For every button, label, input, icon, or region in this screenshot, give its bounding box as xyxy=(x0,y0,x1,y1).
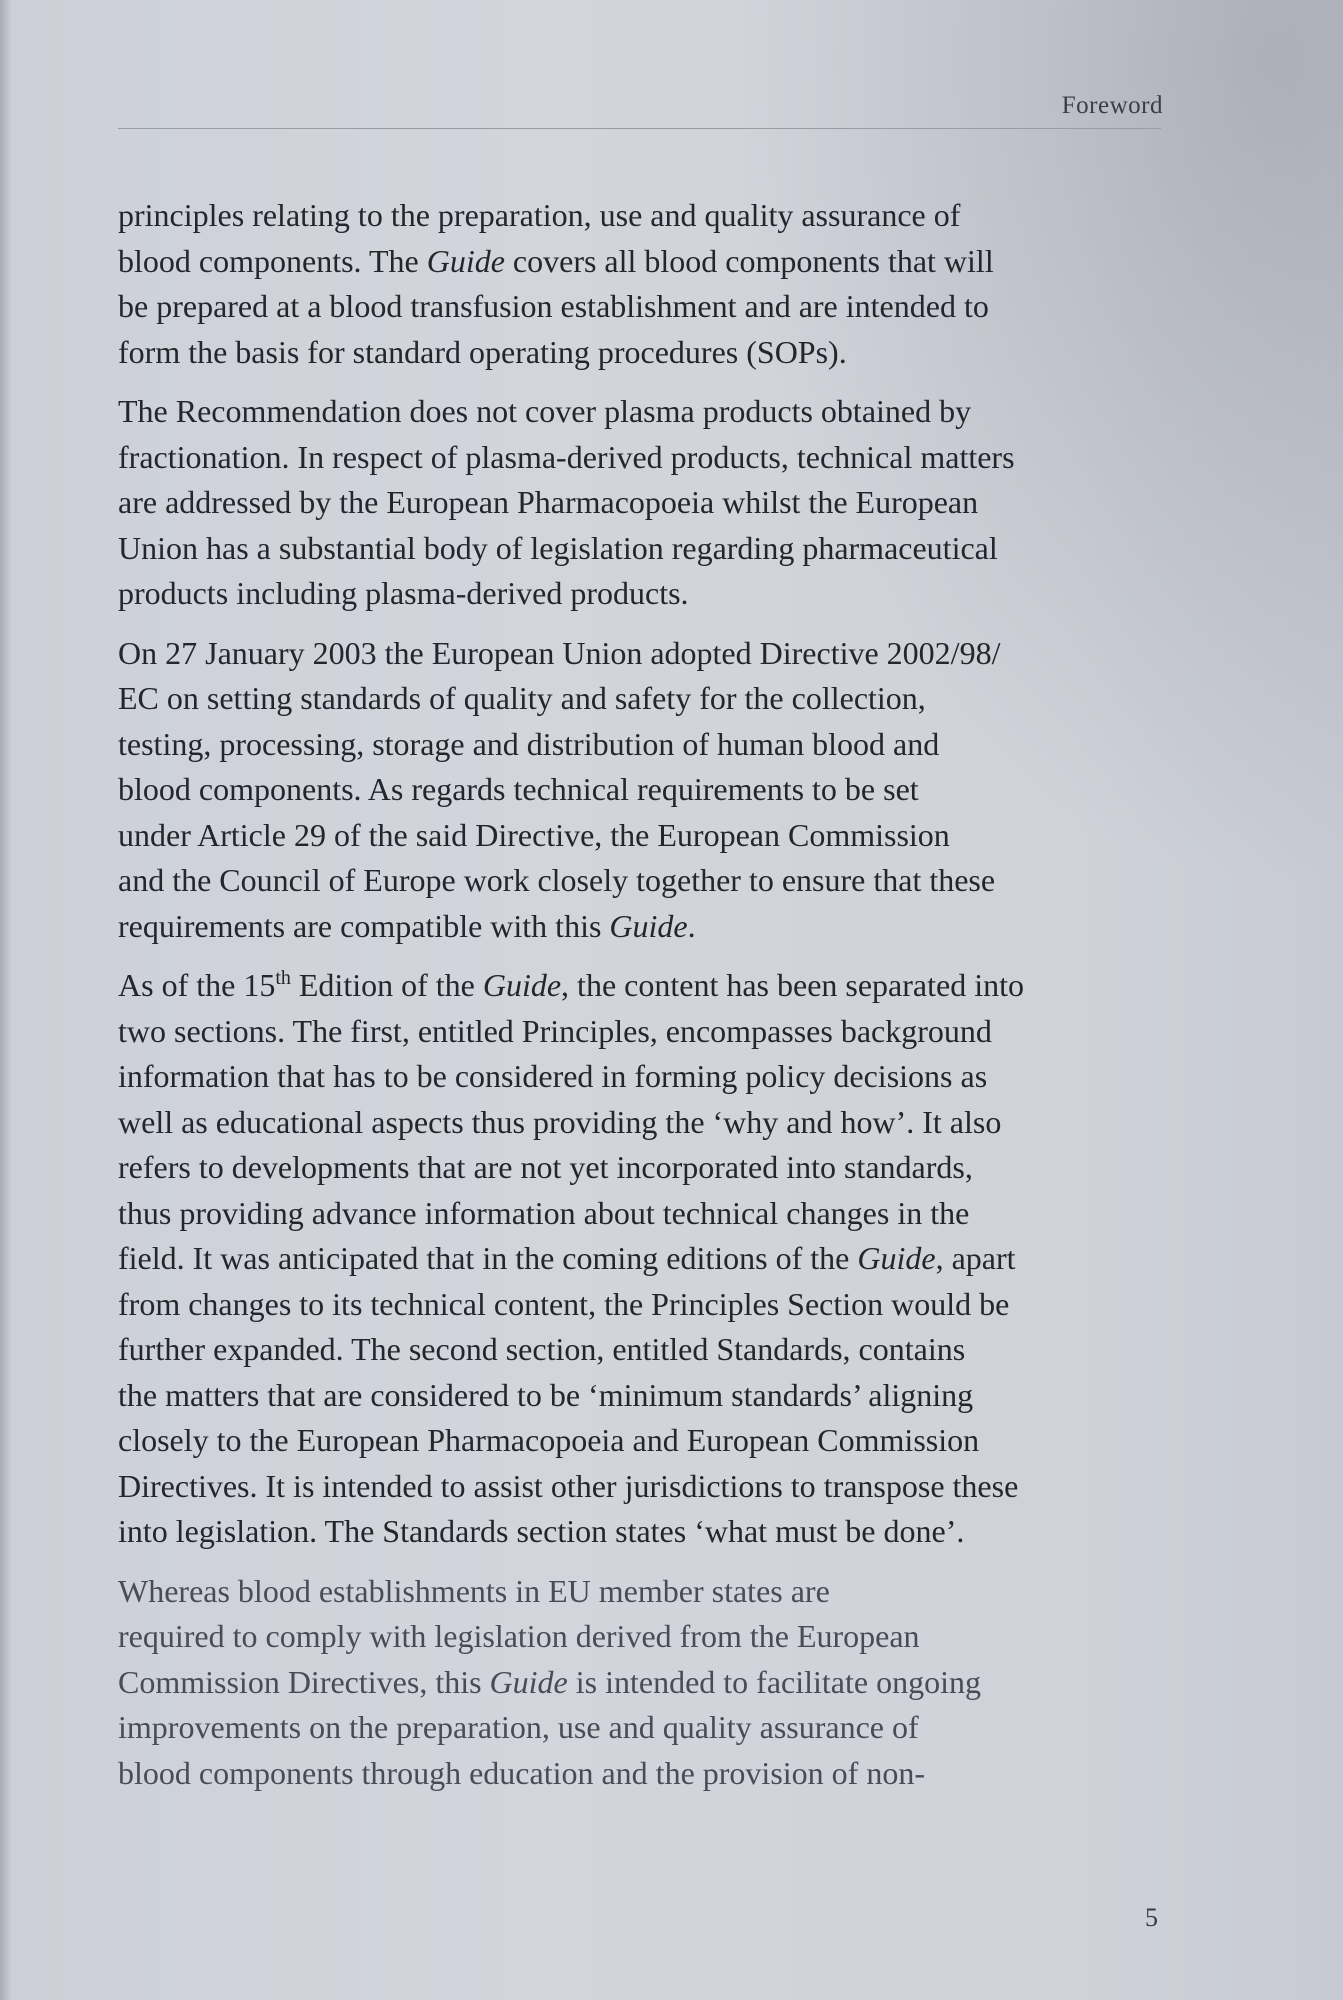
running-head: Foreword xyxy=(1061,92,1163,119)
text-run: blood components through education and the provision of non- xyxy=(118,1754,925,1791)
text-run: closely to the European Pharmacopoeia and European Commission xyxy=(118,1422,980,1458)
paragraph-3 xyxy=(118,631,1178,950)
text-line xyxy=(118,1236,1178,1282)
text-line xyxy=(118,1054,1178,1100)
text-run: required to comply with legislation derived from the European xyxy=(118,1618,920,1654)
italic-text: Guide xyxy=(426,242,505,279)
text-line xyxy=(118,1614,1178,1660)
text-run: form the basis for standard operating procedures (SOPs). xyxy=(118,333,847,370)
text-run: requirements are compatible with this xyxy=(118,907,610,944)
italic-text: Guide xyxy=(857,1240,936,1276)
text-run: refers to developments that are not yet incorporated into standards, xyxy=(118,1149,973,1185)
text-line xyxy=(118,1282,1178,1328)
text-line xyxy=(118,767,1178,813)
paragraph-1 xyxy=(118,193,1178,375)
text-run: blood components. The xyxy=(118,242,427,279)
text-run: Commission Directives, this xyxy=(118,1663,490,1700)
paragraph-2 xyxy=(118,389,1178,617)
text-run: As of the 15 xyxy=(118,967,276,1003)
text-line xyxy=(118,193,1178,239)
text-line xyxy=(118,1464,1178,1510)
header-rule xyxy=(118,128,1161,129)
page-number: 5 xyxy=(1145,1903,1158,1932)
text-run: The Recommendation does not cover plasma products obtained by xyxy=(118,393,972,429)
text-line xyxy=(118,389,1178,435)
superscript-text: th xyxy=(275,967,291,989)
text-run: and the Council of Europe work closely together to ensure that these xyxy=(118,862,996,898)
text-run: Union has a substantial body of legislation regarding pharmaceutical xyxy=(118,529,998,566)
text-line xyxy=(118,571,1178,617)
text-line xyxy=(118,435,1178,481)
text-run: information that has to be considered in forming policy decisions as xyxy=(118,1058,988,1094)
text-run: Edition of the xyxy=(290,967,483,1003)
text-run: , apart xyxy=(935,1240,1016,1276)
text-line xyxy=(118,676,1178,722)
text-line xyxy=(118,1418,1178,1464)
text-run: . xyxy=(687,907,696,944)
text-line xyxy=(118,1009,1178,1055)
text-line xyxy=(118,239,1178,285)
text-line xyxy=(118,284,1178,330)
text-line xyxy=(118,526,1178,572)
text-run: blood components. As regards technical requirements to be set xyxy=(118,771,919,807)
page-binding-shadow xyxy=(0,0,12,2000)
text-run: from changes to its technical content, the Principles Section would be xyxy=(118,1285,1010,1322)
text-line xyxy=(118,963,1178,1009)
text-line xyxy=(118,1705,1178,1751)
italic-text: Guide xyxy=(482,967,562,1003)
text-run: testing, processing, storage and distribution of human blood and xyxy=(118,725,940,762)
text-line xyxy=(118,1373,1178,1419)
text-line xyxy=(118,1751,1178,1797)
text-line xyxy=(118,1191,1178,1237)
text-run: fractionation. In respect of plasma-derived products, technical matters xyxy=(118,438,1015,475)
body-text xyxy=(118,193,1178,1810)
text-run: are addressed by the European Pharmacopoeia whilst the European xyxy=(118,484,979,520)
text-run: improvements on the preparation, use and quality assurance of xyxy=(118,1709,919,1745)
text-line xyxy=(118,1660,1178,1706)
text-run: principles relating to the preparation, use and quality assurance of xyxy=(118,197,961,233)
italic-text: Guide xyxy=(489,1663,568,1700)
text-run: EC on setting standards of quality and safety for the collection, xyxy=(118,680,926,716)
text-line xyxy=(118,1327,1178,1373)
text-line xyxy=(118,631,1178,677)
text-run: the matters that are considered to be ‘minimum standards’ aligning xyxy=(118,1376,974,1413)
text-run: into legislation. The Standards section states ‘what must be done’. xyxy=(118,1513,965,1549)
text-run: field. It was anticipated that in the coming editions of the xyxy=(118,1240,858,1276)
text-line xyxy=(118,1145,1178,1191)
paragraph-4 xyxy=(118,963,1178,1555)
text-run: Directives. It is intended to assist other jurisdictions to transpose these xyxy=(118,1467,1019,1504)
text-run: thus providing advance information about technical changes in the xyxy=(118,1194,970,1231)
text-run: two sections. The first, entitled Principles, encompasses background xyxy=(118,1012,992,1049)
text-line xyxy=(118,722,1178,768)
text-line xyxy=(118,904,1178,950)
text-run: under Article 29 of the said Directive, the European Commission xyxy=(118,816,950,853)
text-run: Whereas blood establishments in EU member states are xyxy=(118,1572,830,1609)
text-line xyxy=(118,813,1178,859)
text-line xyxy=(118,1509,1178,1555)
text-line xyxy=(118,1569,1178,1615)
text-run: further expanded. The second section, entitled Standards, contains xyxy=(118,1331,966,1367)
text-line xyxy=(118,480,1178,526)
text-run: products including plasma-derived products. xyxy=(118,575,689,611)
text-line xyxy=(118,858,1178,904)
text-run: covers all blood components that will xyxy=(504,242,994,279)
text-line xyxy=(118,1100,1178,1146)
text-run: On 27 January 2003 the European Union adopted Directive 2002/98/ xyxy=(118,634,1001,671)
paragraph-5 xyxy=(118,1569,1178,1797)
italic-text: Guide xyxy=(609,907,688,944)
text-run: well as educational aspects thus providing the ‘why and how’. It also xyxy=(118,1103,1002,1140)
text-run: , the content has been separated into xyxy=(561,967,1024,1003)
text-run: be prepared at a blood transfusion establishment and are intended to xyxy=(118,288,989,324)
text-run: is intended to facilitate ongoing xyxy=(567,1663,981,1700)
text-line xyxy=(118,330,1178,376)
